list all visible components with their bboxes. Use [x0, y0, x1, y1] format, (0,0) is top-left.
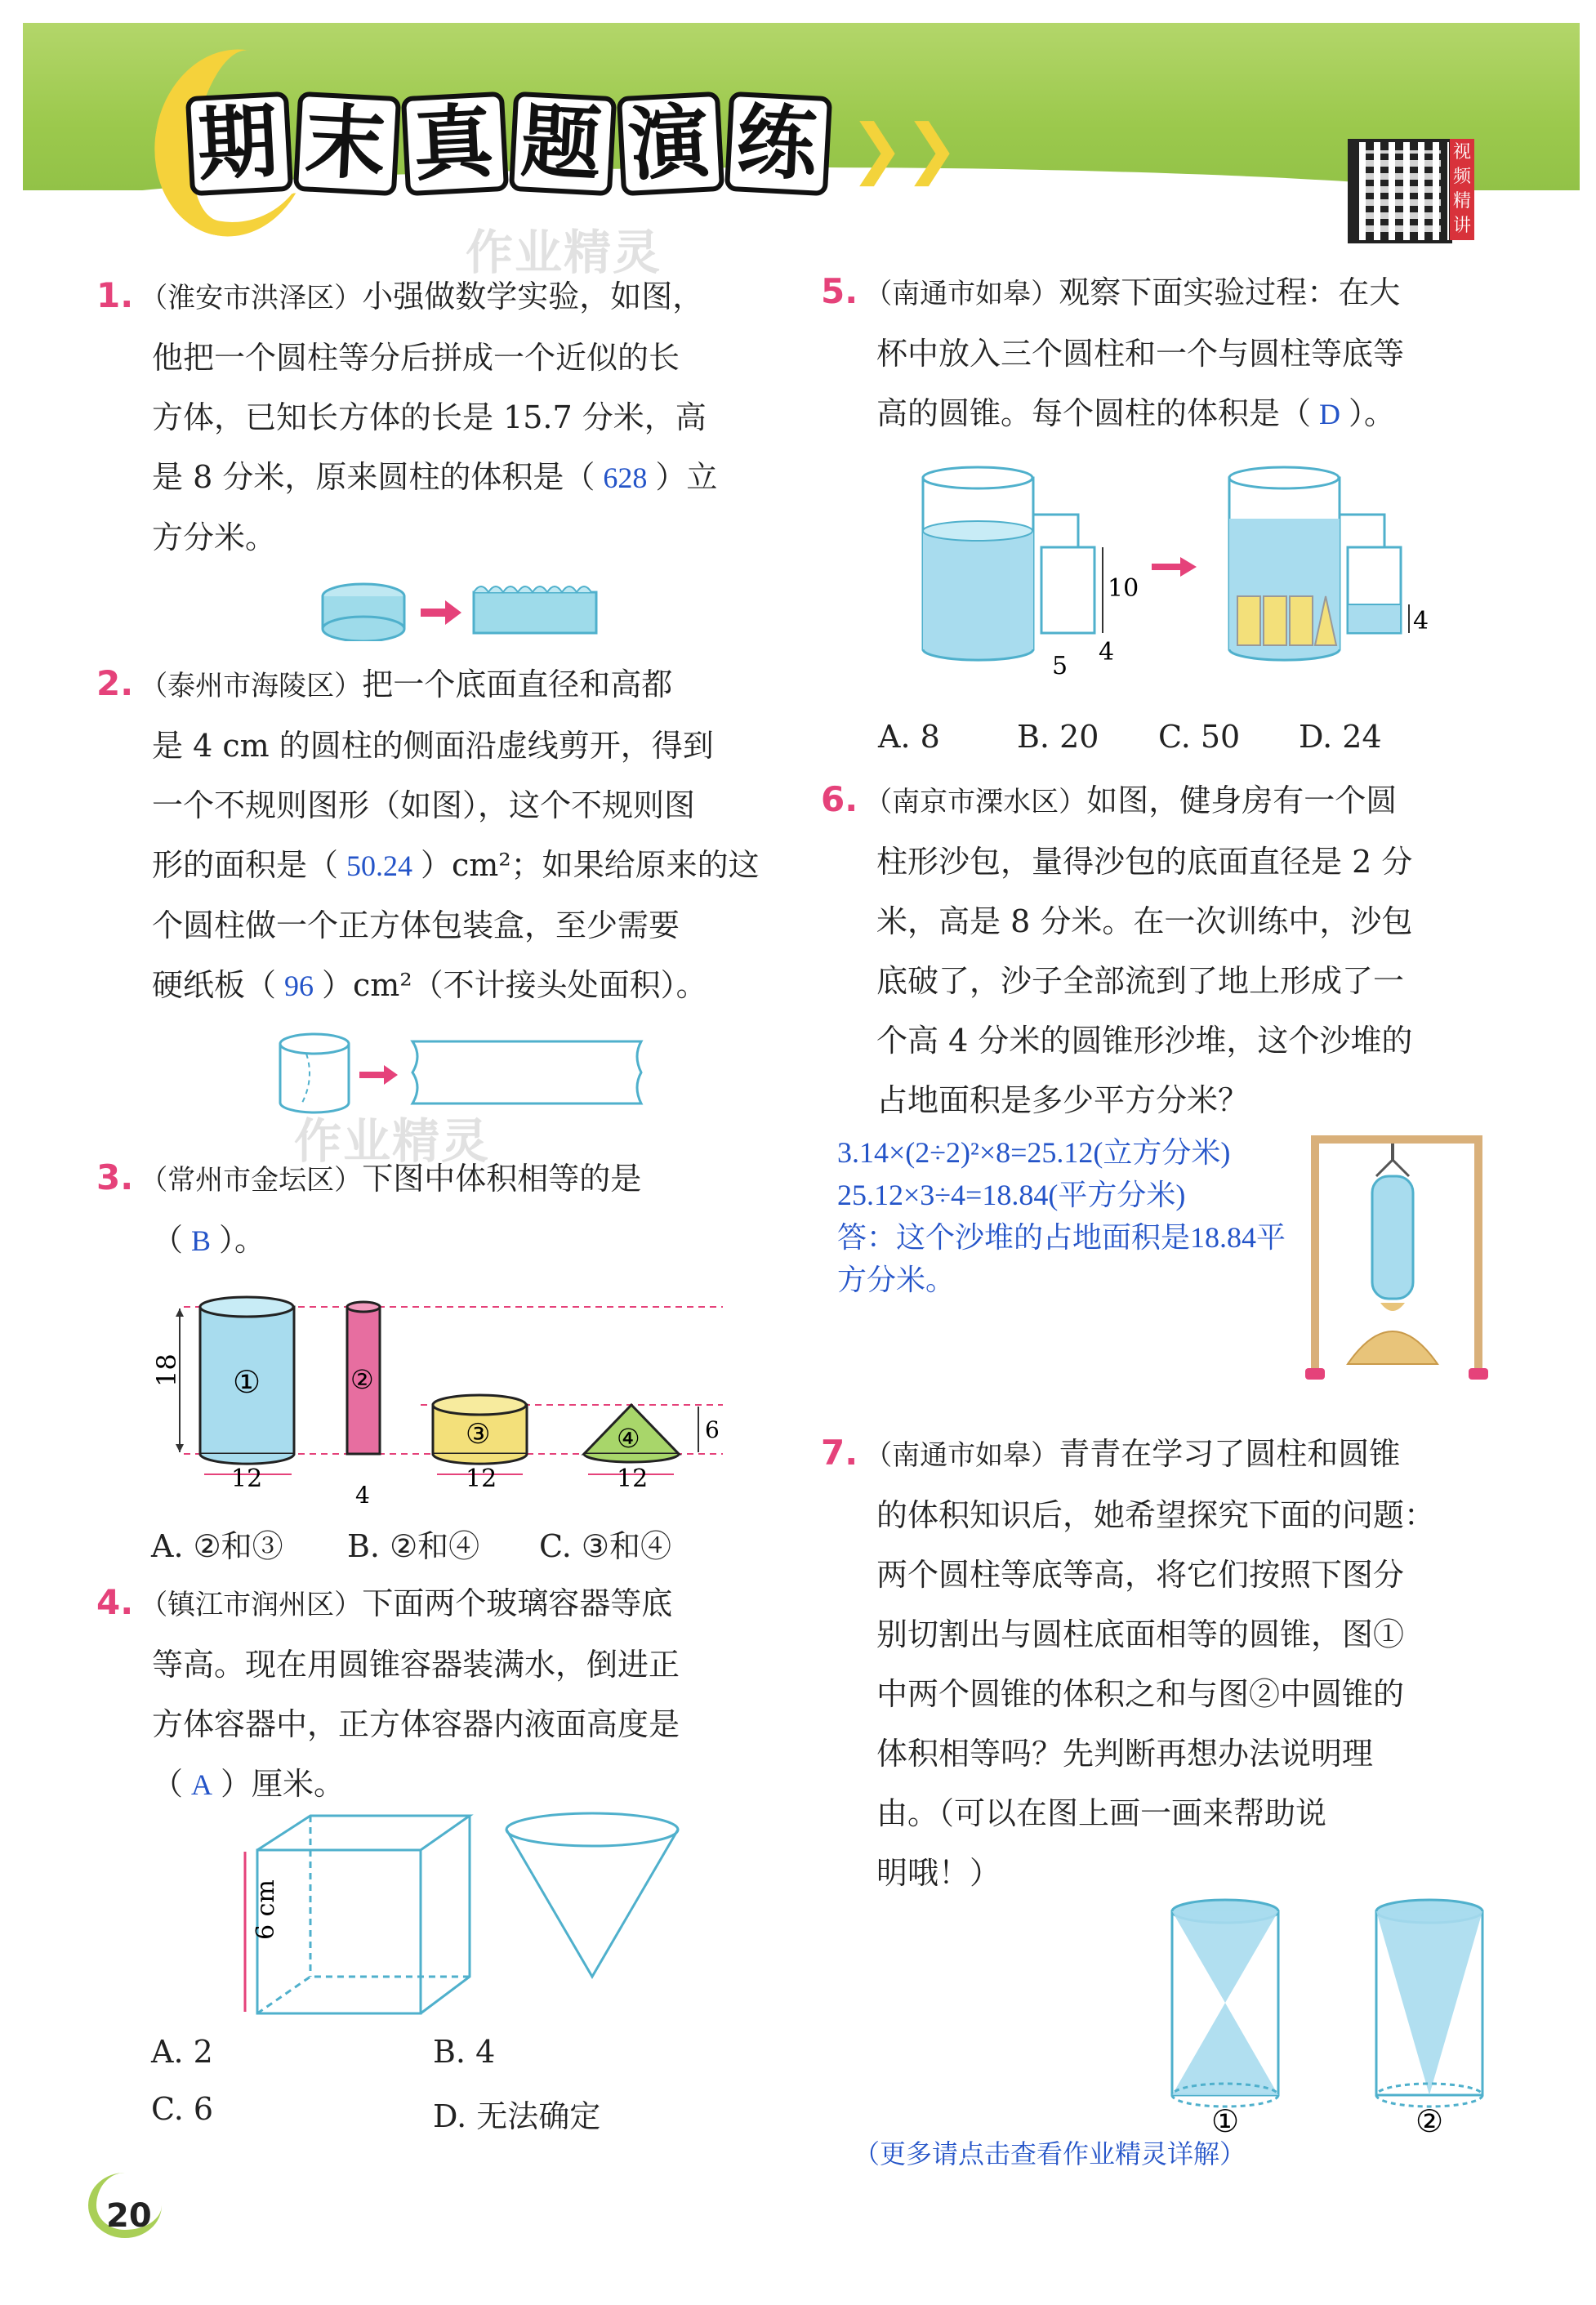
solution-line: 25.12×3÷4=18.84(平方分米)	[837, 1179, 1186, 1211]
dim-label: 12	[617, 1465, 649, 1493]
q5-figure	[915, 466, 1446, 686]
question-text: 青青在学习了圆柱和圆锥	[1059, 1436, 1401, 1472]
page-number: 20	[106, 2197, 152, 2235]
title-char: 期	[185, 91, 293, 196]
solution-line: 方分米。	[837, 1264, 956, 1296]
question-text: 明哦！）	[876, 1855, 1001, 1891]
question-text: ）立	[655, 459, 718, 495]
dim-label: 4	[1413, 607, 1429, 635]
question-text: 方分米。	[152, 519, 277, 555]
dim-label: 10	[1108, 574, 1139, 603]
question-text: 观察下面实验过程：在大	[1059, 274, 1401, 310]
title-char: 末	[293, 91, 401, 196]
question-text: 占地面积是多少平方分米？	[876, 1082, 1250, 1118]
question-text: 是 8 分米，原来圆柱的体积是（	[152, 459, 595, 495]
question-number: 1.	[96, 275, 134, 315]
question-2	[96, 653, 766, 1016]
question-7	[821, 1423, 1499, 1903]
question-text: ）厘米。	[221, 1766, 346, 1802]
question-text: （	[152, 1222, 184, 1258]
question-text: 把一个底面直径和高都	[362, 667, 673, 702]
question-text: 下图中体积相等的是	[362, 1161, 642, 1197]
question-text: 一个不规则图形（如图），这个不规则图	[152, 787, 696, 823]
dim-label: 12	[231, 1465, 263, 1493]
question-text: 形的面积是（	[152, 847, 339, 883]
question-text: 方体容器中，正方体容器内液面高度是	[152, 1706, 680, 1742]
question-text: 硬纸板（	[152, 967, 277, 1003]
option[interactable]: A. 2	[151, 2034, 213, 2070]
question-number: 5.	[821, 271, 858, 311]
question-5	[821, 261, 1499, 444]
dim-label: 6	[705, 1416, 720, 1443]
question-text: 个圆柱做一个正方体包装盒，至少需要	[152, 907, 680, 943]
solution-line: 3.14×(2÷2)²×8=25.12(立方分米)	[837, 1136, 1231, 1169]
more-details-link[interactable]: （更多请点击查看作业精灵详解）	[854, 2138, 1246, 2169]
option[interactable]: C. ③和④	[539, 1528, 671, 1564]
question-text: 由。（可以在图上画一画来帮助说	[876, 1795, 1327, 1831]
question-text: 他把一个圆柱等分后拼成一个近似的长	[152, 340, 680, 376]
chevrons-icon: ❯❯	[849, 110, 960, 186]
question-text: 是 4 cm 的圆柱的侧面沿虚线剪开，得到	[152, 728, 714, 764]
option[interactable]: A. ②和③	[151, 1528, 283, 1564]
question-6	[821, 769, 1499, 1130]
question-text: 等高。现在用圆锥容器装满水，倒进正	[152, 1647, 680, 1683]
watermark: 作业精灵	[294, 1113, 491, 1169]
question-text: （	[152, 1766, 184, 1802]
q4-figure	[221, 1809, 711, 2022]
option[interactable]: C. 6	[151, 2091, 214, 2127]
figure-label: ①	[1211, 2103, 1240, 2139]
question-text: 中两个圆锥的体积之和与图②中圆锥的	[876, 1676, 1405, 1712]
answer: 628	[603, 461, 648, 494]
question-text: 如图，健身房有一个圆	[1086, 782, 1398, 818]
question-text: 方体，已知长方体的长是 15.7 分米，高	[152, 399, 707, 435]
shape-label: ①	[233, 1364, 261, 1400]
option[interactable]: D. 无法确定	[433, 2098, 601, 2134]
option[interactable]: D. 24	[1299, 719, 1382, 755]
q7-figure	[1164, 1895, 1491, 2140]
question-text: 米，高是 8 分米。在一次训练中，沙包	[876, 903, 1413, 939]
dim-label: 6 cm	[252, 1879, 280, 1940]
question-text: 杯中放入三个圆柱和一个与圆柱等底等	[876, 336, 1405, 372]
question-text: ）cm²；如果给原来的这	[421, 847, 760, 883]
question-source: （南京市溧水区）	[864, 786, 1087, 818]
question-number: 7.	[821, 1433, 858, 1473]
q6-solution	[837, 1131, 1286, 1301]
question-number: 2.	[96, 663, 134, 703]
q3-figure	[151, 1291, 731, 1507]
question-1	[96, 265, 766, 568]
question-text: 别切割出与圆柱底面相等的圆锥，图①	[876, 1616, 1405, 1652]
qr-label: 视频精讲	[1450, 139, 1474, 240]
question-source: （南通市如皋）	[864, 278, 1059, 310]
dim-label: 5	[1052, 652, 1068, 680]
question-text: 的体积知识后，她希望探究下面的问题：	[876, 1497, 1436, 1533]
question-source: （泰州市海陵区）	[140, 670, 363, 702]
option[interactable]: C. 50	[1158, 719, 1241, 755]
answer: D	[1319, 398, 1341, 430]
question-text: 高的圆锥。每个圆柱的体积是（	[876, 395, 1312, 431]
question-source: （常州市金坛区）	[140, 1164, 363, 1197]
answer: 50.24	[346, 849, 413, 882]
question-number: 3.	[96, 1157, 134, 1197]
title-char: 练	[724, 91, 832, 196]
option[interactable]: A. 8	[878, 719, 940, 755]
question-number: 6.	[821, 779, 858, 819]
qr-code-icon[interactable]	[1348, 139, 1452, 243]
shape-label: ④	[617, 1423, 640, 1454]
question-text: 个高 4 分米的圆锥形沙堆，这个沙堆的	[876, 1023, 1413, 1059]
question-text: 体积相等吗？先判断再想办法说明理	[876, 1736, 1374, 1772]
question-text: 两个圆柱等底等高，将它们按照下图分	[876, 1557, 1405, 1593]
option[interactable]: B. 4	[433, 2034, 496, 2070]
option[interactable]: B. 20	[1017, 719, 1099, 755]
option[interactable]: B. ②和④	[347, 1528, 480, 1564]
question-4	[96, 1572, 766, 1815]
question-number: 4.	[96, 1582, 134, 1622]
shape-label: ②	[350, 1364, 374, 1395]
watermark: 作业精灵	[466, 225, 662, 280]
q6-figure	[1299, 1131, 1495, 1384]
question-source: （南通市如皋）	[864, 1439, 1059, 1472]
figure-label: ②	[1415, 2103, 1444, 2139]
page-title	[188, 94, 835, 194]
question-source: （镇江市润州区）	[140, 1589, 363, 1621]
dim-label: 18	[151, 1353, 182, 1387]
answer: A	[191, 1768, 213, 1801]
solution-line: 答：这个沙堆的占地面积是18.84平	[837, 1221, 1286, 1254]
question-text: 下面两个玻璃容器等底	[362, 1585, 673, 1621]
dim-label: 4	[355, 1482, 370, 1507]
dim-label: 12	[466, 1465, 497, 1493]
question-text: 小强做数学实验，如图，	[362, 279, 704, 314]
question-text: ）。	[219, 1222, 266, 1258]
question-3	[96, 1148, 766, 1271]
title-char: 演	[617, 91, 724, 196]
title-char: 题	[509, 91, 617, 196]
question-text: ）cm²（不计接头处面积）。	[322, 967, 707, 1003]
question-text: ）。	[1349, 395, 1396, 431]
title-char: 真	[401, 91, 509, 196]
q2-figure	[274, 1029, 649, 1119]
q1-figure	[319, 576, 613, 641]
answer: 96	[284, 970, 314, 1002]
shape-label: ③	[466, 1418, 491, 1451]
question-source: （淮安市洪泽区）	[140, 282, 363, 314]
answer: B	[191, 1224, 212, 1257]
question-text: 底破了，沙子全部流到了地上形成了一	[876, 963, 1405, 999]
dim-label: 4	[1099, 638, 1115, 667]
question-text: 柱形沙包，量得沙包的底面直径是 2 分	[876, 844, 1413, 880]
